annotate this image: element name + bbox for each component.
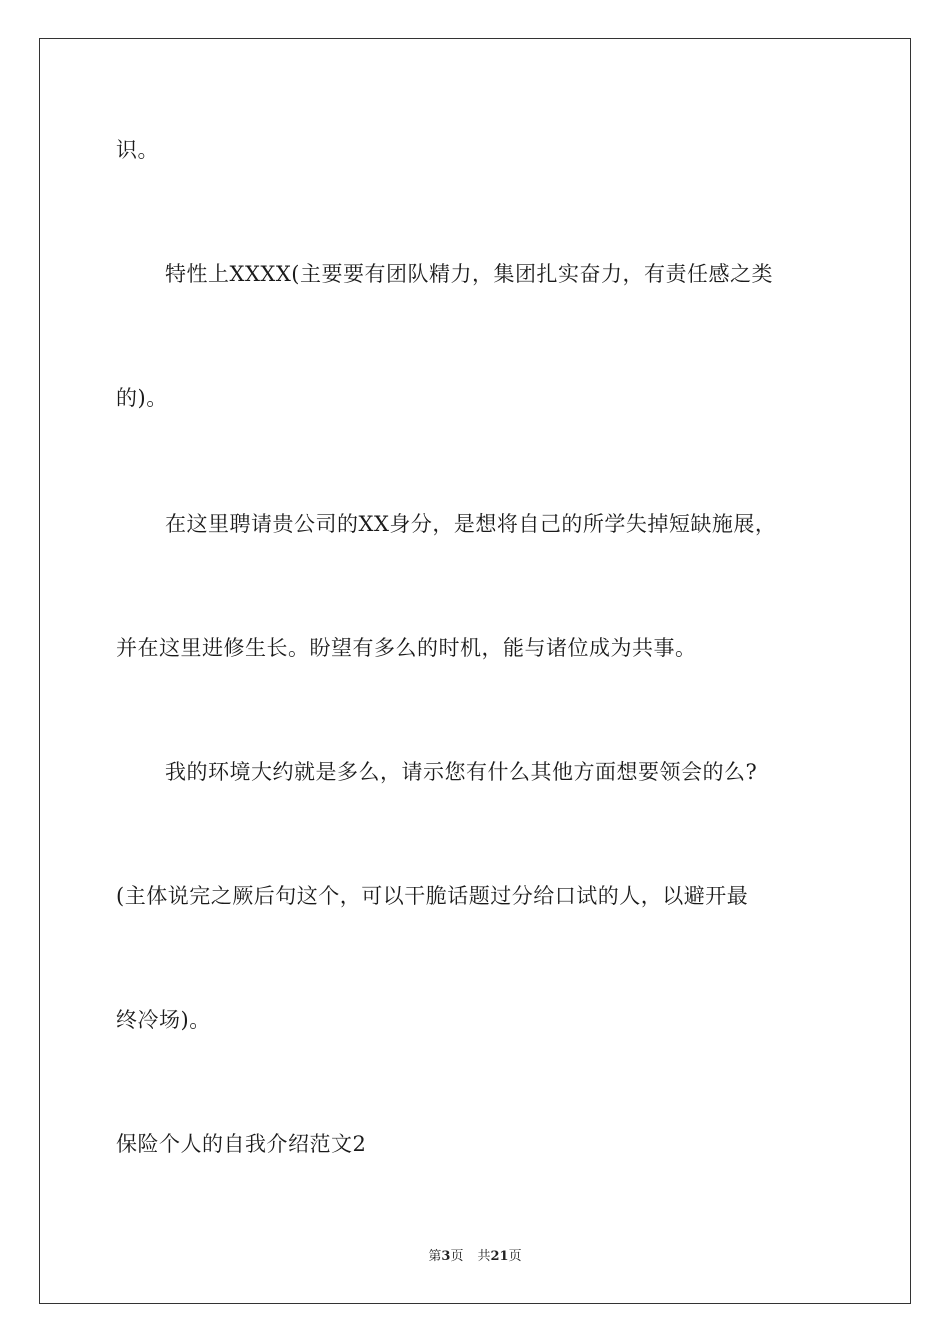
text-line: 识。 (116, 138, 159, 162)
text-line: 的)。 (116, 386, 168, 410)
total-prefix: 共 (477, 1249, 491, 1264)
text-line: 终冷场)。 (116, 1008, 211, 1032)
page-number: 3 (441, 1249, 451, 1264)
paragraph-line: 在这里聘请贵公司的XX身分，是想将自己的所学失掉短缺施展， (165, 512, 777, 536)
total-pages: 21 (490, 1249, 509, 1264)
paragraph-line: 我的环境大约就是多么，请示您有什么其他方面想要领会的么? (165, 760, 758, 784)
page-prefix: 第 (428, 1249, 442, 1264)
paragraph-line: 特性上XXXX(主要要有团队精力，集团扎实奋力，有责任感之类 (165, 262, 773, 286)
text-line: (主体说完之厥后句这个，可以干脆话题过分给口试的人，以避开最 (116, 884, 749, 908)
page-border (39, 38, 911, 1304)
page-footer (0, 1248, 950, 1266)
total-suffix: 页 (508, 1249, 522, 1264)
page-suffix: 页 (450, 1249, 464, 1264)
text-line: 并在这里进修生长。盼望有多么的时机，能与诸位成为共事。 (116, 636, 697, 660)
section-heading: 保险个人的自我介绍范文2 (116, 1132, 367, 1156)
